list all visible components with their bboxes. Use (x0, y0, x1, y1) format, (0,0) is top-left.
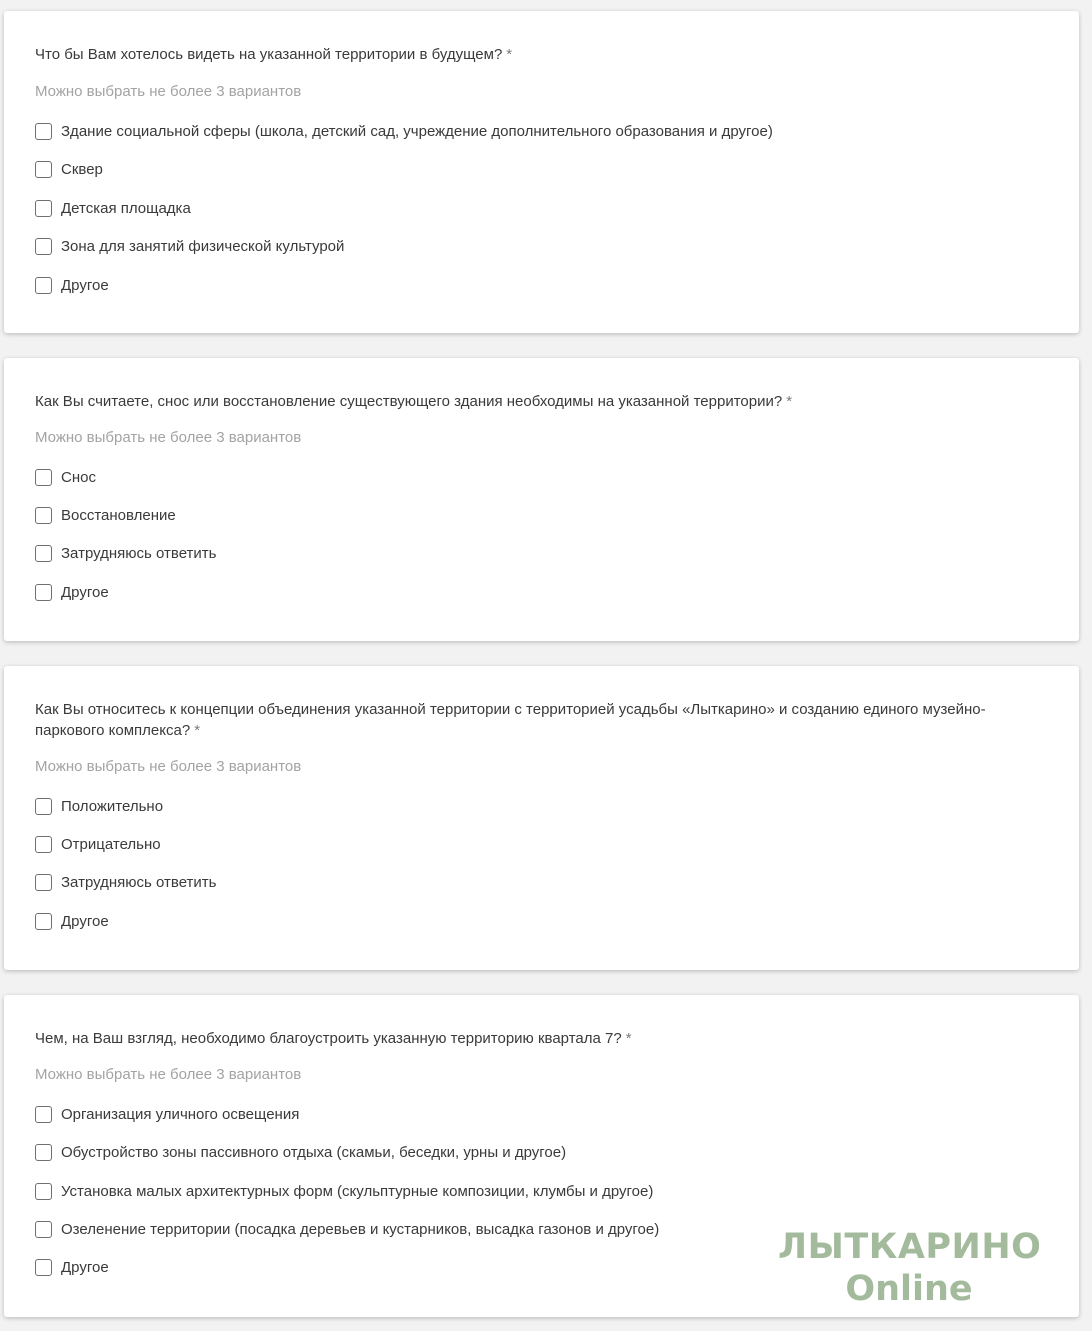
option-other[interactable] (35, 1256, 109, 1278)
option-label: Отрицательно (61, 835, 161, 853)
option-restoration[interactable] (35, 504, 176, 526)
option-label: Зона для занятий физической культурой (61, 237, 345, 255)
checkbox[interactable] (35, 1183, 52, 1200)
option-other[interactable] (35, 274, 109, 296)
question-hint: Можно выбрать не более 3 вариантов (35, 83, 302, 100)
question-hint: Можно выбрать не более 3 вариантов (35, 758, 302, 775)
option-social-building[interactable] (35, 120, 773, 142)
option-label: Обустройство зоны пассивного отдыха (скамьи, беседки, урны и другое) (61, 1143, 567, 1161)
checkbox[interactable] (35, 200, 52, 217)
option-label: Озеленение территории (посадка деревьев и кустарников, высадка газонов и другое) (61, 1220, 660, 1238)
option-other[interactable] (35, 910, 109, 932)
option-label: Установка малых архитектурных форм (скульптурные композиции, клумбы и другое) (61, 1182, 654, 1200)
question-card-3 (4, 666, 1079, 970)
option-label: Детская площадка (61, 199, 191, 217)
question-hint: Можно выбрать не более 3 вариантов (35, 429, 302, 446)
checkbox[interactable] (35, 123, 52, 140)
checkbox[interactable] (35, 161, 52, 178)
required-mark: * (786, 393, 793, 410)
checkbox[interactable] (35, 469, 52, 486)
question-text: Что бы Вам хотелось видеть на указанной территории в будущем? (35, 46, 503, 63)
watermark-line-2: Online (845, 1269, 973, 1309)
option-label: Организация уличного освещения (61, 1105, 300, 1123)
question-title (35, 44, 1019, 65)
checkbox[interactable] (35, 913, 52, 930)
option-label: Положительно (61, 797, 164, 815)
option-label: Здание социальной сферы (школа, детский сад, учреждение дополнительного образования и другое) (61, 122, 773, 140)
option-label: Восстановление (61, 506, 176, 524)
option-hard-to-say[interactable] (35, 542, 216, 564)
required-mark: * (625, 1030, 632, 1047)
question-hint: Можно выбрать не более 3 вариантов (35, 1066, 302, 1083)
watermark-logo (778, 1225, 1040, 1309)
question-title (35, 391, 1019, 412)
option-square[interactable] (35, 158, 103, 180)
watermark-line-1: ЛЫТКАРИНО (778, 1227, 1042, 1267)
option-label: Затрудняюсь ответить (61, 544, 217, 562)
required-mark: * (506, 46, 513, 63)
option-street-lighting[interactable] (35, 1103, 299, 1125)
checkbox[interactable] (35, 1221, 52, 1238)
option-label: Другое (61, 912, 109, 930)
checkbox[interactable] (35, 1106, 52, 1123)
option-negative[interactable] (35, 833, 161, 855)
option-label: Снос (61, 468, 96, 486)
question-title (35, 1028, 1019, 1049)
option-label: Другое (61, 583, 109, 601)
checkbox[interactable] (35, 1144, 52, 1161)
checkbox[interactable] (35, 507, 52, 524)
checkbox[interactable] (35, 874, 52, 891)
question-card-2 (4, 358, 1079, 641)
checkbox[interactable] (35, 238, 52, 255)
option-hard-to-say[interactable] (35, 871, 216, 893)
option-demolition[interactable] (35, 466, 96, 488)
question-text: Чем, на Ваш взгляд, необходимо благоустроить указанную территорию квартала 7? (35, 1030, 622, 1047)
option-other[interactable] (35, 581, 109, 603)
question-title (35, 699, 1019, 741)
option-label: Затрудняюсь ответить (61, 873, 217, 891)
option-sports-zone[interactable] (35, 235, 344, 257)
option-label: Другое (61, 276, 109, 294)
option-label: Сквер (61, 160, 103, 178)
option-positive[interactable] (35, 795, 163, 817)
question-text: Как Вы считаете, снос или восстановление существующего здания необходимы на указанной территории? (35, 393, 783, 410)
option-greening[interactable] (35, 1218, 659, 1240)
question-card-1 (4, 11, 1079, 333)
checkbox[interactable] (35, 836, 52, 853)
option-playground[interactable] (35, 197, 191, 219)
checkbox[interactable] (35, 798, 52, 815)
checkbox[interactable] (35, 1259, 52, 1276)
required-mark: * (194, 722, 201, 739)
option-label: Другое (61, 1258, 109, 1276)
checkbox[interactable] (35, 277, 52, 294)
option-passive-rest-zone[interactable] (35, 1141, 566, 1163)
checkbox[interactable] (35, 545, 52, 562)
option-small-architectural-forms[interactable] (35, 1180, 653, 1202)
checkbox[interactable] (35, 584, 52, 601)
question-text: Как Вы относитесь к концепции объединения указанной территории с территорией усадьбы «Лыткарино» и созданию единого музейно-паркового комплекса? (35, 701, 986, 739)
